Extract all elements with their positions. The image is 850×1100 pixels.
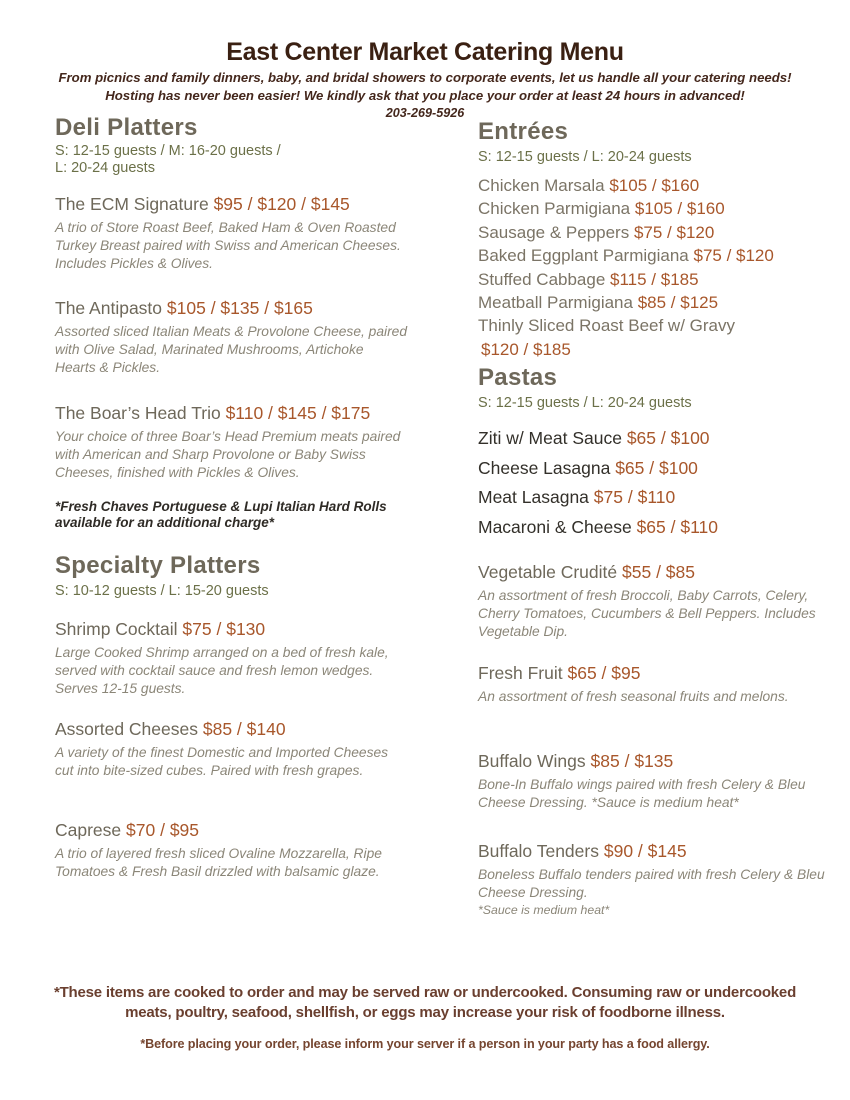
entree-row-roast-beef-price: $120 / $185 (481, 339, 571, 359)
item-description: A variety of the finest Domestic and Imported Cheeses cut into bite-sized cubes. Paired with fresh grapes. (55, 745, 389, 779)
item-price: $65 / $110 (636, 516, 718, 537)
item-price: $75 / $130 (182, 619, 266, 639)
sauce-heat-note: *Sauce is medium heat* (478, 903, 610, 918)
item-name: Caprese (55, 820, 122, 840)
item-description: Bone-In Buffalo wings paired with fresh Celery & Bleu Cheese Dressing. *Sauce is medium heat* (478, 777, 806, 811)
item-name: Meatball Parmigiana (478, 293, 633, 313)
item-price: $55 / $85 (622, 562, 695, 582)
item-name: Fresh Fruit (478, 663, 563, 683)
entree-row-chicken-marsala (478, 174, 830, 197)
menu-item-assorted-cheeses (55, 718, 423, 780)
entree-row-baked-eggplant-parmigiana (478, 244, 830, 267)
item-name: Chicken Marsala (478, 176, 605, 195)
item-name: The ECM Signature (55, 194, 209, 214)
item-name: Vegetable Crudité (478, 562, 618, 582)
menu-item-shrimp-cocktail (55, 618, 423, 699)
item-description: A trio of layered fresh sliced Ovaline Mozzarella, Ripe Tomatoes & Fresh Basil drizzled with balsamic glaze. (55, 846, 382, 880)
section-heading-entrees: Entrées (478, 118, 569, 145)
item-price: $85 / $140 (202, 719, 286, 739)
menu-item-buffalo-tenders (478, 840, 830, 917)
item-price: $90 / $145 (603, 841, 687, 861)
menu-item-ecm-signature (55, 193, 423, 274)
item-name: Shrimp Cocktail (55, 619, 178, 639)
item-description: Large Cooked Shrimp arranged on a bed of fresh kale, served with cocktail sauce and fresh lemon wedges. Serves 12-15 guests. (55, 645, 389, 697)
item-price: $105 / $160 (609, 176, 700, 195)
pasta-row-ziti (478, 424, 830, 454)
entree-row-stuffed-cabbage (478, 268, 830, 291)
item-name: The Boar’s Head Trio (55, 403, 221, 423)
phone-number: 203-269-5926 (385, 105, 465, 120)
item-price: $70 / $95 (126, 820, 200, 840)
item-name: Ziti w/ Meat Sauce (478, 428, 622, 448)
menu-item-buffalo-wings (478, 750, 830, 812)
specialty-sizes: S: 10-12 guests / L: 15-20 guests (55, 583, 269, 599)
tagline-line-1: From picnics and family dinners, baby, and bridal showers to corporate events, let us handle all your catering needs! (58, 70, 792, 85)
item-price: $75 / $120 (693, 246, 774, 266)
pasta-row-meat-lasagna (478, 483, 830, 513)
entrees-sizes: S: 12-15 guests / L: 20-24 guests (478, 149, 692, 165)
deli-sizes-line-2: L: 20-24 guests (55, 160, 155, 176)
item-name: Macaroni & Cheese (478, 516, 632, 537)
item-description: An assortment of fresh Broccoli, Baby Carrots, Celery, Cherry Tomatoes, Cucumbers & Bell Peppers. Includes Vegetable Dip. (478, 588, 816, 640)
entrees-list (478, 174, 830, 361)
entree-row-sausage-peppers (478, 221, 830, 244)
menu-item-vegetable-crudite (478, 561, 830, 642)
item-price: $75 / $120 (633, 222, 715, 242)
deli-sizes-line-1: S: 12-15 guests / M: 16-20 guests / (55, 143, 281, 159)
item-price: $65 / $95 (567, 663, 641, 683)
pasta-row-cheese-lasagna (478, 454, 830, 484)
item-description: Boneless Buffalo tenders paired with fresh Celery & Bleu Cheese Dressing. (478, 867, 825, 901)
menu-item-caprese (55, 819, 423, 881)
pastas-sizes: S: 12-15 guests / L: 20-24 guests (478, 395, 692, 411)
item-name: Sausage & Peppers (478, 222, 630, 242)
pasta-row-macaroni-cheese (478, 513, 830, 543)
deli-sizes (55, 143, 423, 177)
item-price: $110 / $145 / $175 (225, 403, 371, 423)
page-title: East Center Market Catering Menu (226, 38, 624, 66)
entree-row-meatball-parmigiana (478, 291, 830, 314)
item-price: $85 / $135 (590, 751, 674, 771)
item-name: Buffalo Wings (478, 751, 586, 771)
entree-row-chicken-parmigiana (478, 197, 830, 220)
item-price: $85 / $125 (637, 293, 719, 313)
item-name: The Antipasto (55, 298, 163, 318)
item-name: Cheese Lasagna (478, 457, 611, 478)
pastas-list (478, 424, 830, 542)
item-name: Buffalo Tenders (478, 841, 599, 861)
item-price: $75 / $110 (593, 487, 676, 508)
item-price: $95 / $120 / $145 (213, 194, 350, 214)
deli-rolls-note: *Fresh Chaves Portuguese & Lupi Italian Hard Rolls available for an additional charge* (55, 499, 387, 531)
item-description: An assortment of fresh seasonal fruits and melons. (478, 689, 789, 704)
menu-item-antipasto (55, 297, 423, 378)
item-name: Meat Lasagna (478, 487, 589, 508)
menu-header (0, 38, 850, 120)
allergy-notice: *Before placing your order, please inform your server if a person in your party has a food allergy. (140, 1037, 710, 1051)
section-heading-specialty-platters: Specialty Platters (55, 552, 261, 579)
section-heading-deli-platters: Deli Platters (55, 114, 198, 141)
item-description: Assorted sliced Italian Meats & Provolone Cheese, paired with Olive Salad, Marinated Mushrooms, Artichoke Hearts & Pickles. (55, 324, 408, 376)
menu-item-fresh-fruit (478, 662, 830, 706)
undercooked-disclaimer: *These items are cooked to order and may be served raw or undercooked. Consuming raw or undercooked meats, poultry, seafood, shellfish, or eggs may increase your risk of foodborne illness. (53, 984, 797, 1021)
entree-row-roast-beef-name: Thinly Sliced Roast Beef w/ Gravy (478, 316, 735, 336)
menu-item-boars-head-trio (55, 402, 423, 483)
item-price: $115 / $185 (610, 269, 699, 289)
item-name: Stuffed Cabbage (478, 269, 606, 289)
section-heading-pastas: Pastas (478, 364, 558, 391)
item-description: A trio of Store Roast Beef, Baked Ham & Oven Roasted Turkey Breast paired with Swiss and American Cheeses. Includes Pickles & Olives. (55, 220, 401, 272)
item-price: $65 / $100 (626, 428, 710, 448)
item-price: $105 / $160 (634, 199, 725, 219)
item-price: $105 / $135 / $165 (166, 298, 313, 318)
item-name: Chicken Parmigiana (478, 199, 631, 219)
item-price: $65 / $100 (615, 457, 698, 478)
item-description: Your choice of three Boar’s Head Premium meats paired with American and Sharp Provolone or Baby Swiss Cheeses, finished with Pickles & Olives. (55, 429, 401, 481)
tagline-line-2: Hosting has never been easier! We kindly ask that you place your order at least 24 hours in advanced! (105, 88, 745, 104)
item-name: Assorted Cheeses (55, 719, 198, 739)
item-name: Baked Eggplant Parmigiana (478, 246, 689, 266)
